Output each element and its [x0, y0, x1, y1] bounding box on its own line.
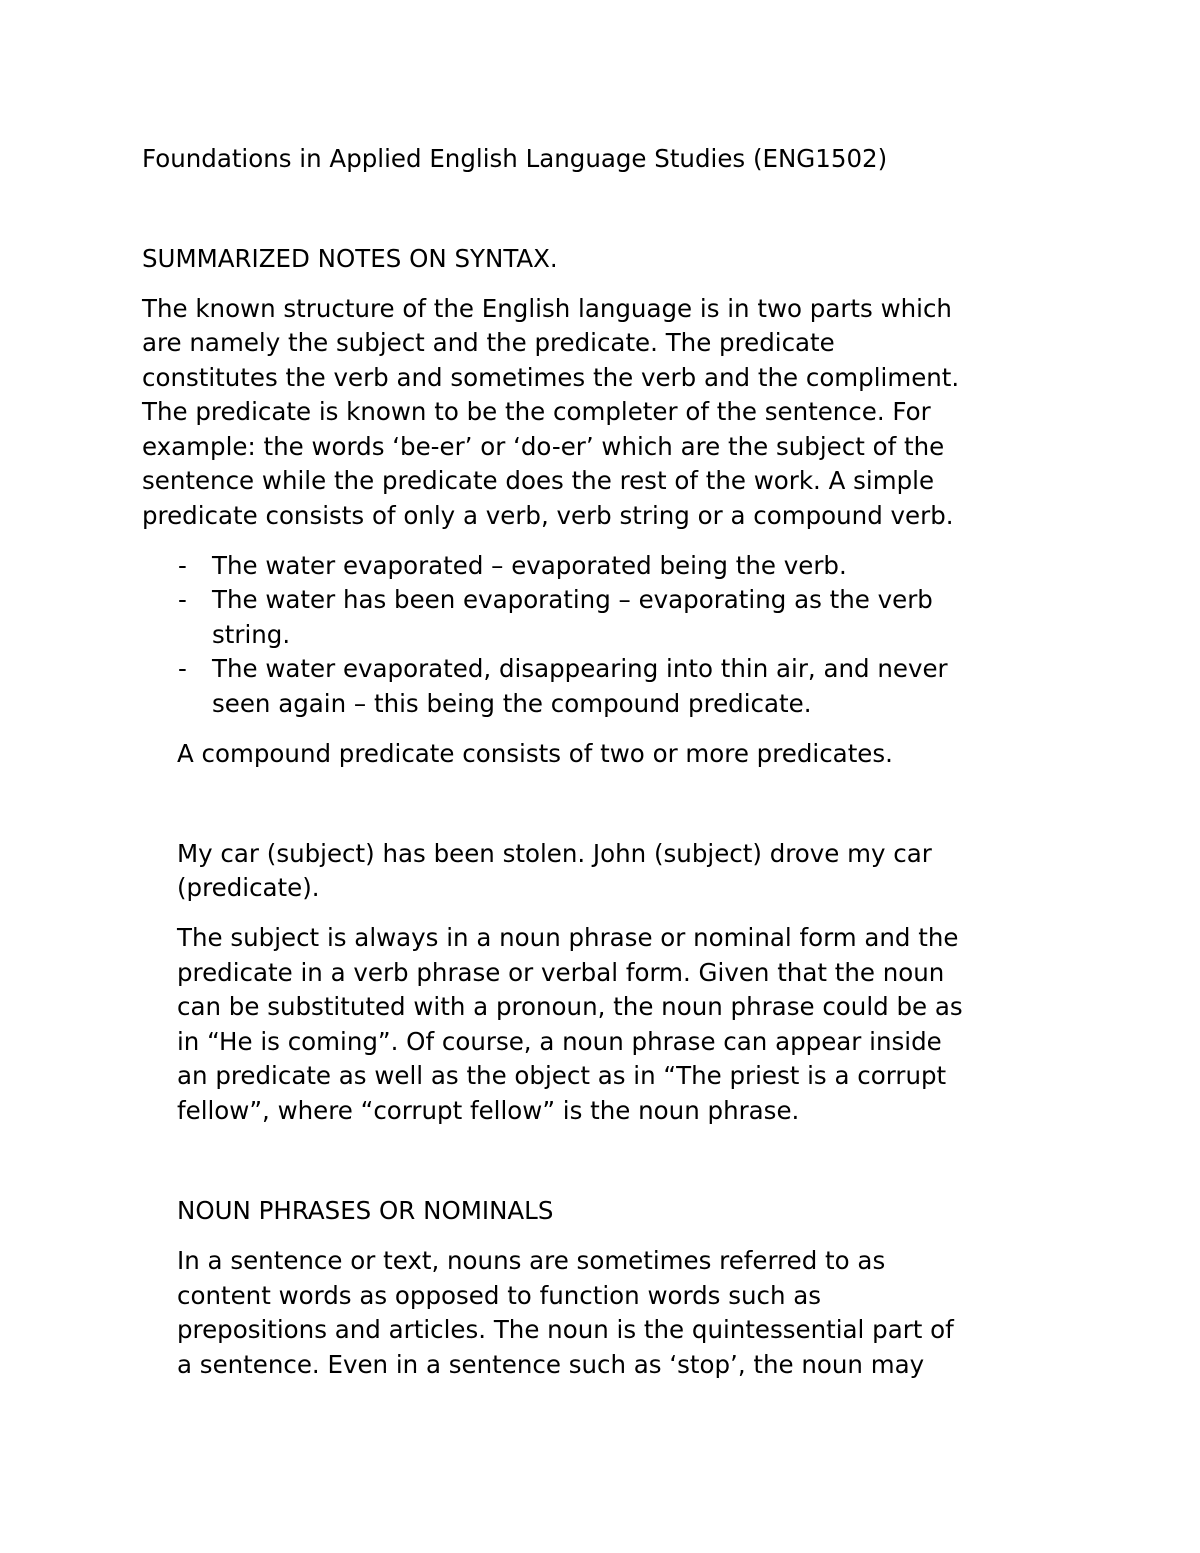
list-item-text: string. [212, 620, 291, 649]
noun-heading: NOUN PHRASES OR NOMINALS [177, 1196, 554, 1225]
list-item-text: The water evaporated – evaporated being the verb. [212, 551, 847, 580]
paragraph-line: predicate consists of only a verb, verb string or a compound verb. [142, 501, 954, 530]
bullet-dash: - [178, 585, 187, 614]
paragraph-line: constitutes the verb and sometimes the verb and the compliment. [142, 363, 960, 392]
paragraph-line: The subject is always in a noun phrase or nominal form and the [177, 923, 959, 952]
paragraph-line: My car (subject) has been stolen. John (subject) drove my car [177, 839, 932, 868]
paragraph-line: in “He is coming”. Of course, a noun phrase can appear inside [177, 1027, 942, 1056]
paragraph-line: fellow”, where “corrupt fellow” is the noun phrase. [177, 1096, 800, 1125]
paragraph-line: an predicate as well as the object as in “The priest is a corrupt [177, 1061, 947, 1090]
paragraph-line: The known structure of the English language is in two parts which [142, 294, 952, 323]
paragraph-line: example: the words ‘be-er’ or ‘do-er’ which are the subject of the [142, 432, 945, 461]
paragraph-line: prepositions and articles. The noun is the quintessential part of [177, 1315, 954, 1344]
list-item-text: The water has been evaporating – evaporating as the verb [212, 585, 933, 614]
compound-note: A compound predicate consists of two or more predicates. [177, 739, 893, 768]
paragraph-line: predicate in a verb phrase or verbal form. Given that the noun [177, 958, 945, 987]
paragraph-line: can be substituted with a pronoun, the noun phrase could be as [177, 992, 963, 1021]
list-item-text: The water evaporated, disappearing into thin air, and never [212, 654, 948, 683]
paragraph-line: content words as opposed to function words such as [177, 1281, 822, 1310]
paragraph-line: (predicate). [177, 873, 320, 902]
section-heading: SUMMARIZED NOTES ON SYNTAX. [142, 244, 558, 273]
list-item-text: seen again – this being the compound predicate. [212, 689, 812, 718]
paragraph-line: sentence while the predicate does the rest of the work. A simple [142, 466, 935, 495]
bullet-dash: - [178, 654, 187, 683]
paragraph-line: In a sentence or text, nouns are sometimes referred to as [177, 1246, 886, 1275]
paragraph-line: a sentence. Even in a sentence such as ‘stop’, the noun may [177, 1350, 925, 1379]
bullet-dash: - [178, 551, 187, 580]
paragraph-line: The predicate is known to be the completer of the sentence. For [142, 397, 931, 426]
paragraph-line: are namely the subject and the predicate. The predicate [142, 328, 835, 357]
course-title: Foundations in Applied English Language Studies (ENG1502) [142, 144, 888, 173]
